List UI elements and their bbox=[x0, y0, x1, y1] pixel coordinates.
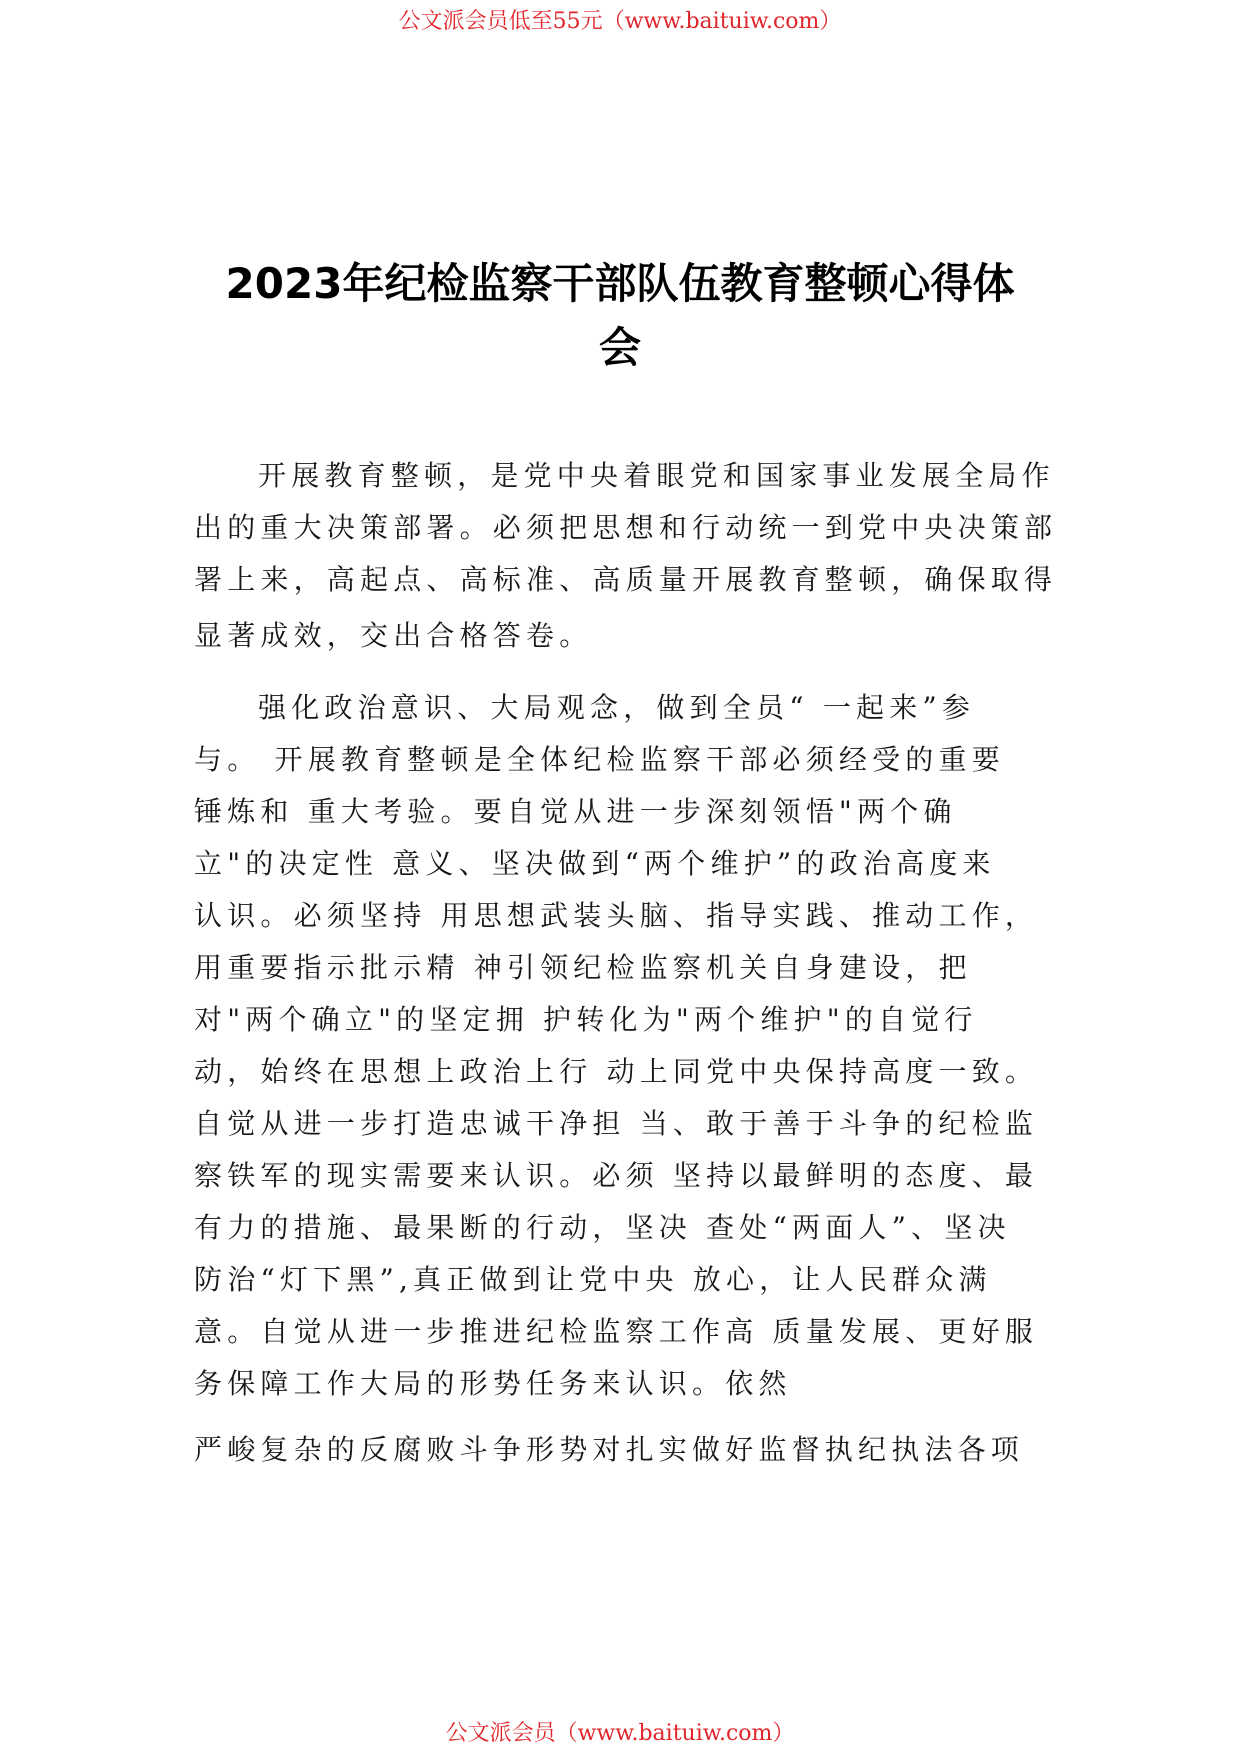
paragraph-2-line: 强化政治意识、大局观念，做到全员“ 一起来”参 bbox=[258, 691, 976, 724]
document-title bbox=[180, 252, 1060, 380]
footer-ad-link[interactable]: 公文派会员（www.baituiw.com） bbox=[445, 1721, 795, 1746]
paragraph-1-line: 署上来，高起点、高标准、高质量开展教育整顿，确保取得 bbox=[194, 563, 1058, 596]
paragraph-1-line: 开展教育整顿，是党中央着眼党和国家事业发展全局作 bbox=[258, 459, 1055, 492]
paragraph-2-line: 防治“灯下黑”,真正做到让党中央 放心，让人民群众满 bbox=[194, 1263, 992, 1296]
title-line-1: 2023年纪检监察干部队伍教育整顿心得体 bbox=[225, 259, 1015, 308]
paragraph-2-line: 对"两个确立"的坚定拥 护转化为"两个维护"的自觉行 bbox=[194, 1003, 978, 1036]
paragraph-2-line: 锤炼和 重大考验。要自觉从进一步深刻领悟"两个确 bbox=[194, 795, 957, 828]
paragraph-2-line: 动，始终在思想上政治上行 动上同党中央保持高度一致。 bbox=[194, 1055, 1039, 1088]
paragraph-3-line: 严峻复杂的反腐败斗争形势对扎实做好监督执纪执法各项 bbox=[194, 1433, 1025, 1466]
paragraph-1-line: 出的重大决策部署。必须把思想和行动统一到党中央决策部 bbox=[194, 511, 1058, 544]
paragraph-2-line: 务保障工作大局的形势任务来认识。依然 bbox=[194, 1367, 792, 1400]
paragraph-2-line: 认识。必须坚持 用思想武装头脑、指导实践、推动工作， bbox=[194, 899, 1039, 932]
paragraph-2-line: 立"的决定性 意义、坚决做到“两个维护”的政治高度来 bbox=[194, 847, 996, 880]
title-line-2: 会 bbox=[598, 323, 641, 372]
paragraph-2-line: 自觉从进一步打造忠诚干净担 当、敢于善于斗争的纪检监 bbox=[194, 1107, 1039, 1140]
paragraph-2-line: 察铁军的现实需要来认识。必须 坚持以最鲜明的态度、最 bbox=[194, 1159, 1039, 1192]
paragraph-2-line: 用重要指示批示精 神引领纪检监察机关自身建设，把 bbox=[194, 951, 972, 984]
paragraph-1-line: 显著成效，交出合格答卷。 bbox=[194, 619, 593, 652]
paragraph-2-line: 意。自觉从进一步推进纪检监察工作高 质量发展、更好服 bbox=[194, 1315, 1039, 1348]
header-ad-link[interactable]: 公文派会员低至55元（www.baituiw.com） bbox=[398, 9, 842, 34]
paragraph-2-line: 有力的措施、最果断的行动，坚决 查处“两面人”、坚决 bbox=[194, 1211, 1011, 1244]
paragraph-2-line: 与。 开展教育整顿是全体纪检监察干部必须经受的重要 bbox=[194, 743, 1005, 776]
